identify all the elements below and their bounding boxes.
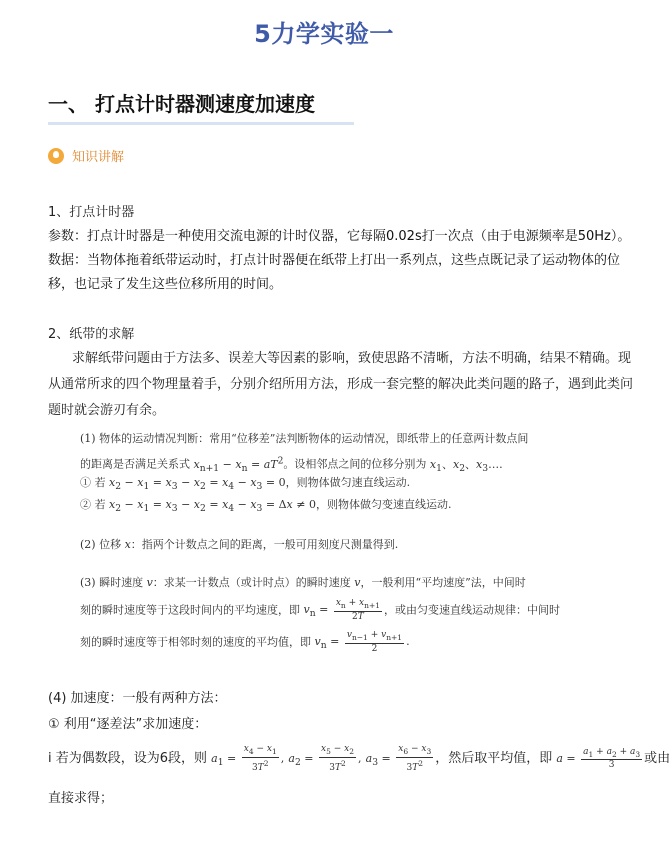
part2-heading: 2、纸带的求解 xyxy=(48,327,135,342)
accel-line: ⅰ 若为偶数段，设为6段，则 $a_1$ = $\frac{x_4 - x_1}{3T^2}$ , $a_2$ = $\frac{x_5 - x_2}{3T^2}$ , $a_3$ = $\frac{x_6 - x_3}{3T^2}$ ，然后取平均值，即 a = $\frac{a_1 + a_2 + a_3}{3}$ 或由 xyxy=(48,744,670,773)
formula-a1: $a_1$ = $\frac{x_4 - x_1}{3T^2}$ , xyxy=(211,744,285,773)
part2-para-line2: 从通常所求的四个物理量着手，分别介绍所用方法，形成一套完整的解决此类问题的路子，遇到此类问 xyxy=(48,377,634,392)
formula-accel: $x_2 - x_1 = x_3 - x_2 = x_4 - x_3 = \Delta x \ne 0$ xyxy=(109,498,316,515)
part1-param: 参数：打点计时器是一种使用交流电源的计时仪器，它每隔0.02s打一次点（由于电源频率是50Hz）。 xyxy=(48,229,631,244)
formula-vn-avg: $v_n$ = $\frac{x_n + x_{n+1}}{2T}$ xyxy=(303,598,380,622)
formula-a2: $a_2$ = $\frac{x_5 - x_2}{3T^2}$ , xyxy=(288,744,362,773)
item2-line: (2) 位移 x：指两个计数点之间的距离，一般可用刻度尺测量得到. xyxy=(80,538,399,551)
part1-data-line2: 移，也记录了发生这些位移所用的时间。 xyxy=(48,277,283,292)
item1-case1: ① 若 $x_2 - x_1 = x_3 - x_2 = x_4 - x_3 = 0$，则物体做匀速直线运动. xyxy=(80,476,411,493)
formula-uniform: $x_2 - x_1 = x_3 - x_2 = x_4 - x_3 = 0$ xyxy=(109,476,286,493)
knowledge-badge xyxy=(48,146,124,165)
item1-case2: ② 若 $x_2 - x_1 = x_3 - x_2 = x_4 - x_3 = \Delta x \ne 0$，则物体做匀变速直线运动. xyxy=(80,498,452,515)
formula-a3: $a_3$ = $\frac{x_6 - x_3}{3T^2}$ xyxy=(365,744,432,773)
part2-para-line1: 求解纸带问题由于方法多、误差大等因素的影响，致使思路不清晰，方法不明确，结果不精确。现 xyxy=(72,351,632,366)
item3-line2: 刻的瞬时速度等于这段时间内的平均速度，即 $v_n$ = $\frac{x_n + x_{n+1}}{2T}$ ，或由匀变速直线运动规律：中间时 xyxy=(80,598,560,622)
part1-heading: 1、打点计时器 xyxy=(48,205,135,220)
formula-vn-mid: $v_n$ = $\frac{v_{n-1} + v_{n+1}}{2}$ . xyxy=(314,630,410,654)
part2-para-line3: 题时就会游刃有余。 xyxy=(48,403,166,418)
page-title: 5力学实验一 xyxy=(254,20,394,48)
part1-data-line1: 数据：当物体拖着纸带运动时，打点计时器便在纸带上打出一系列点，这些点既记录了运动物体的位 xyxy=(48,253,621,268)
knowledge-badge-label: 知识讲解 xyxy=(72,150,125,165)
formula-x-list: $x_1$、$x_2$、$x_3\dots$. xyxy=(429,457,503,474)
accel-line2: 直接求得； xyxy=(48,791,114,806)
item1-line2: 的距离是否满足关系式 $x_{n+1} - x_n = aT^2$。设相邻点之间的位移分别为 $x_1$、$x_2$、$x_3\dots$. xyxy=(80,455,503,474)
item3-line1: (3) 瞬时速度 v：求某一计数点（或计时点）的瞬时速度 v，一般利用“平均速度”法，中间时 xyxy=(80,576,526,589)
formula-a-avg: a = $\frac{a_1 + a_2 + a_3}{3}$ xyxy=(556,746,641,771)
accel-method1: ① 利用“逐差法”求加速度： xyxy=(48,717,208,732)
item1-line1: (1) 物体的运动情况判断：常用“位移差”法判断物体的运动情况，即纸带上的任意两计数点间 xyxy=(80,432,529,445)
formula-position-diff: $x_{n+1} - x_n = aT^2$ xyxy=(193,455,284,474)
section-heading: 一、 打点计时器测速度加速度 xyxy=(48,92,315,116)
item3-line3: 刻的瞬时速度等于相邻时刻的速度的平均值，即 $v_n$ = $\frac{v_{n-1} + v_{n+1}}{2}$ . xyxy=(80,630,410,654)
lightbulb-icon xyxy=(48,148,64,164)
accel-heading: (4) 加速度：一般有两种方法： xyxy=(48,691,227,706)
section-underline xyxy=(48,122,354,125)
